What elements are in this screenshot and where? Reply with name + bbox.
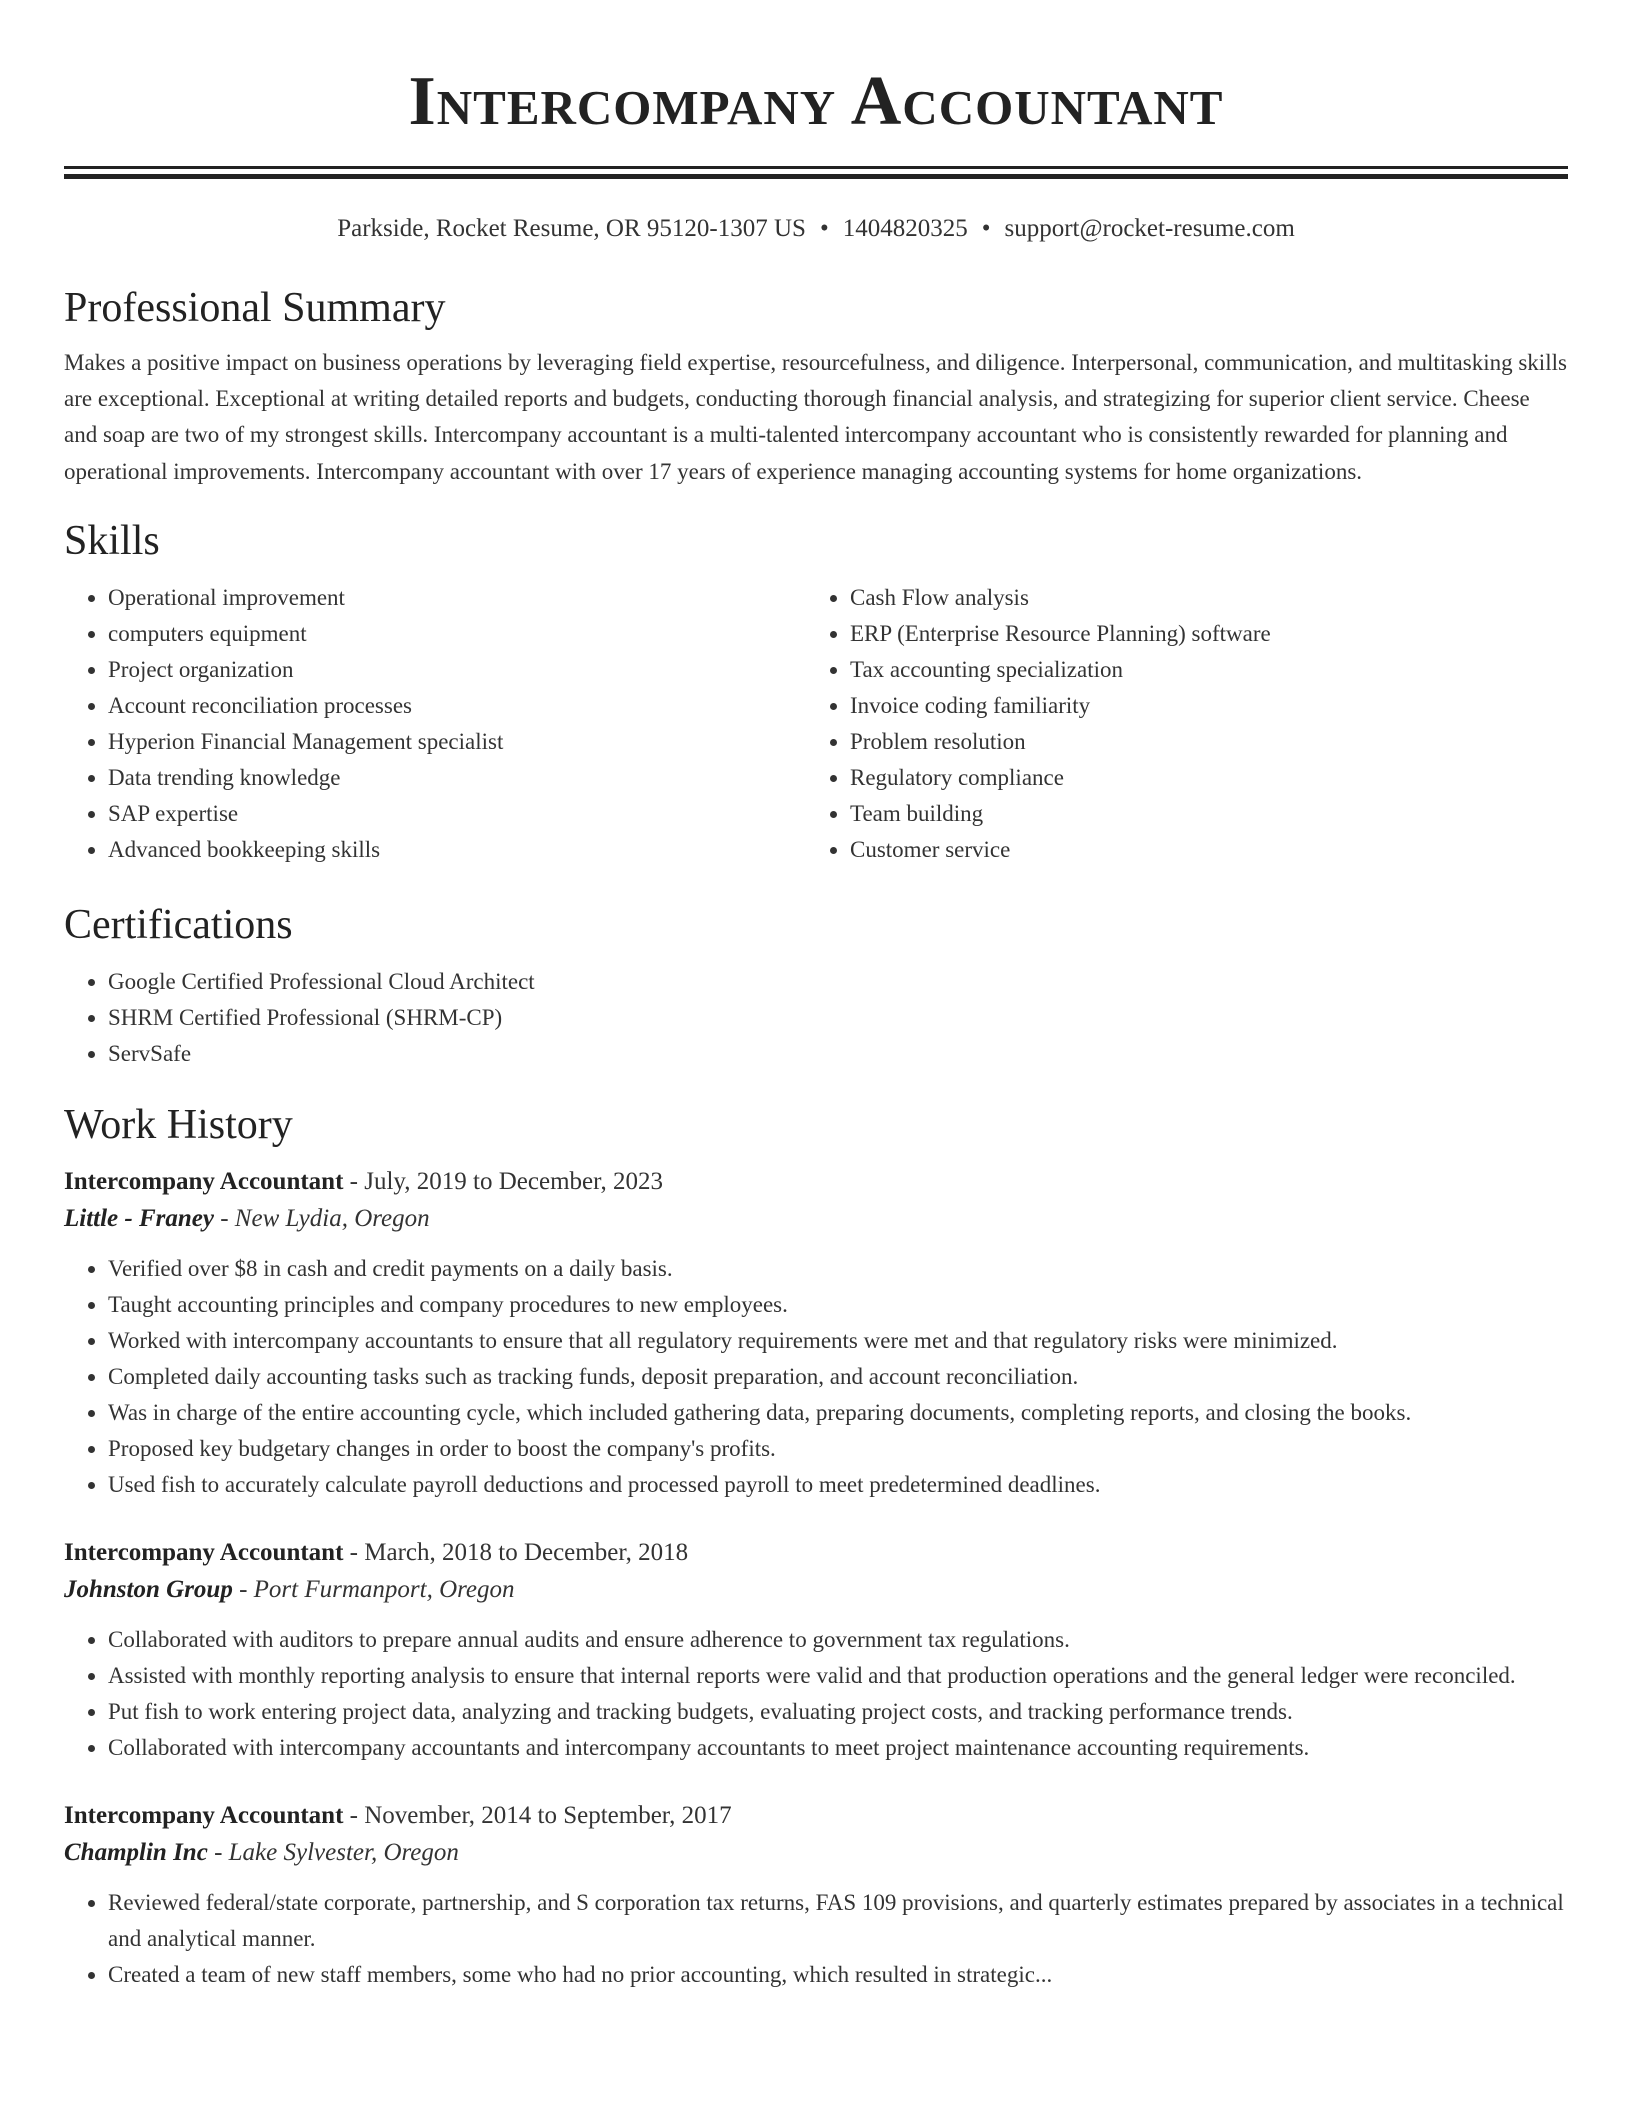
certification-item: • SHRM Certified Professional (SHRM-CP) xyxy=(108,1000,1568,1036)
job-dates: - November, 2014 to September, 2017 xyxy=(343,1801,732,1829)
job-company-line xyxy=(64,1834,1568,1872)
job-location: - Lake Sylvester, Oregon xyxy=(207,1838,459,1866)
skills-column-left xyxy=(64,580,806,868)
skills-heading: Skills xyxy=(64,517,160,564)
skill-item: • Account reconciliation processes xyxy=(108,688,806,724)
skill-item: • Data trending knowledge xyxy=(108,760,806,796)
certification-item: • Google Certified Professional Cloud Architect xyxy=(108,964,1568,1000)
contact-email: support@rocket-resume.com xyxy=(1004,215,1295,242)
job-company-line xyxy=(64,1200,1568,1238)
job-bullet: • Collaborated with auditors to prepare annual audits and ensure adherence to government tax regulations. xyxy=(108,1622,1568,1658)
job-bullet: • Was in charge of the entire accounting cycle, which included gathering data, preparing documents, completing reports, and closing the books. xyxy=(108,1395,1568,1431)
skill-item: • Customer service xyxy=(850,832,1548,868)
summary-heading: Professional Summary xyxy=(64,285,446,331)
skill-item: • computers equipment xyxy=(108,616,806,652)
resume-title: Intercompany Accountant xyxy=(408,63,1224,140)
title-divider-thin xyxy=(64,174,1568,179)
job-bullets xyxy=(64,1885,1568,1993)
skills-columns xyxy=(64,580,1568,868)
certifications-list xyxy=(64,964,1568,1072)
contact-separator: • xyxy=(981,215,991,242)
contact-phone: 1404820325 xyxy=(842,215,968,242)
job-title-line xyxy=(64,1164,1568,1200)
job-bullet: • Assisted with monthly reporting analysis to ensure that internal reports were valid and that production operations and the general ledger were reconciled. xyxy=(108,1658,1568,1694)
job-title: Intercompany Accountant xyxy=(64,1538,344,1566)
resume-page xyxy=(64,0,1568,1993)
job-bullet: • Created a team of new staff members, some who had no prior accounting, which resulted in strategic... xyxy=(108,1957,1568,1993)
job-bullets xyxy=(64,1251,1568,1503)
job-bullet: • Collaborated with intercompany accountants and intercompany accountants to meet project maintenance accounting requirements. xyxy=(108,1730,1568,1766)
job-company: Champlin Inc xyxy=(64,1838,208,1866)
job-location: - New Lydia, Oregon xyxy=(213,1204,430,1232)
skill-item: • Cash Flow analysis xyxy=(850,580,1548,616)
job-bullet: • Used fish to accurately calculate payroll deductions and processed payroll to meet predetermined deadlines. xyxy=(108,1467,1568,1503)
skill-item: • Tax accounting specialization xyxy=(850,652,1548,688)
job-bullet: • Reviewed federal/state corporate, partnership, and S corporation tax returns, FAS 109 provisions, and quarterly estimates prepared by associates in a technical and analytical manner. xyxy=(108,1885,1568,1957)
job-entry xyxy=(64,1535,1568,1766)
job-title: Intercompany Accountant xyxy=(64,1801,344,1829)
skill-item: • Project organization xyxy=(108,652,806,688)
certification-item: • ServSafe xyxy=(108,1036,1568,1072)
job-dates: - March, 2018 to December, 2018 xyxy=(343,1538,689,1566)
job-entry xyxy=(64,1798,1568,1993)
work-history-heading: Work History xyxy=(64,1101,293,1148)
job-bullet: • Proposed key budgetary changes in order to boost the company's profits. xyxy=(108,1431,1568,1467)
contact-address: Parkside, Rocket Resume, OR 95120-1307 US xyxy=(337,215,806,242)
job-bullet: • Verified over $8 in cash and credit payments on a daily basis. xyxy=(108,1251,1568,1287)
skill-item: • Hyperion Financial Management specialist xyxy=(108,724,806,760)
job-bullet: • Taught accounting principles and company procedures to new employees. xyxy=(108,1287,1568,1323)
job-company: Little - Franey xyxy=(64,1204,214,1232)
skill-item: • Invoice coding familiarity xyxy=(850,688,1548,724)
certifications-heading: Certifications xyxy=(64,901,293,948)
summary-text: Makes a positive impact on business operations by leveraging field expertise, resourcefulness, and diligence. Interpersonal, communication, and multitasking skills are exceptional. Exceptional at writing detailed reports and budgets, conducting thorough financial analysis, and strategizing for superior client service. Cheese and soap are two of my strongest skills. Intercompany accountant is a multi-talented intercompany accountant who is consistently rewarded for planning and operational improvements. Intercompany accountant with over 17 years of experience managing accounting systems for home organizations. xyxy=(64,350,1567,484)
job-entry xyxy=(64,1164,1568,1503)
job-location: - Port Furmanport, Oregon xyxy=(232,1575,515,1603)
job-bullet: • Worked with intercompany accountants to ensure that all regulatory requirements were met and that regulatory risks were minimized. xyxy=(108,1323,1568,1359)
job-company-line xyxy=(64,1571,1568,1609)
job-dates: - July, 2019 to December, 2023 xyxy=(343,1167,663,1195)
job-title-line xyxy=(64,1798,1568,1834)
skill-item: • Advanced bookkeeping skills xyxy=(108,832,806,868)
skills-list-right xyxy=(806,580,1548,868)
job-title: Intercompany Accountant xyxy=(64,1167,344,1195)
skill-item: • Team building xyxy=(850,796,1548,832)
job-bullets xyxy=(64,1622,1568,1766)
skill-item: • SAP expertise xyxy=(108,796,806,832)
contact-line xyxy=(64,213,1568,245)
title-divider-thick xyxy=(64,166,1568,169)
skill-item: • Operational improvement xyxy=(108,580,806,616)
job-title-line xyxy=(64,1535,1568,1571)
skill-item: • Problem resolution xyxy=(850,724,1548,760)
skills-list-left xyxy=(64,580,806,868)
skill-item: • Regulatory compliance xyxy=(850,760,1548,796)
job-bullet: • Completed daily accounting tasks such as tracking funds, deposit preparation, and account reconciliation. xyxy=(108,1359,1568,1395)
contact-separator: • xyxy=(819,215,829,242)
skills-column-right xyxy=(806,580,1548,868)
skill-item: • ERP (Enterprise Resource Planning) software xyxy=(850,616,1548,652)
job-company: Johnston Group xyxy=(64,1575,233,1603)
job-bullet: • Put fish to work entering project data, analyzing and tracking budgets, evaluating project costs, and tracking performance trends. xyxy=(108,1694,1568,1730)
